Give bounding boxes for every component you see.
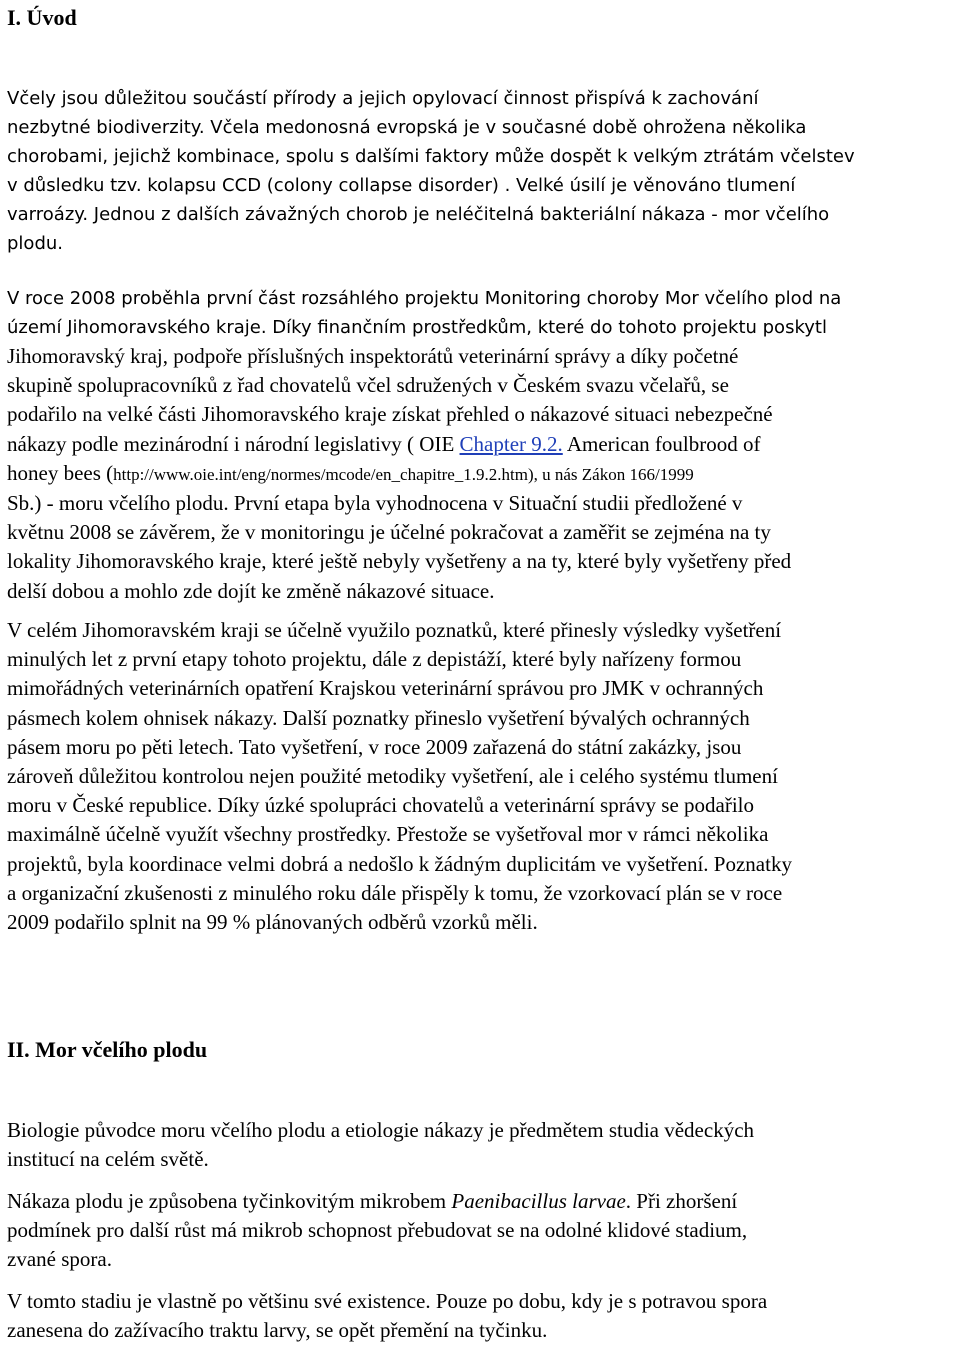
section-heading-foulbrood: II. Mor včelího plodu bbox=[7, 1037, 208, 1062]
text-line: lokality Jihomoravského kraje, které ještě nebyly vyšetřeny a na ty, které byly vyšetřeny před bbox=[7, 549, 792, 574]
text-line: V tomto stadiu je vlastně po většinu své existence. Pouze po dobu, kdy je s potravou spora bbox=[7, 1289, 768, 1313]
text-line: Včely jsou důležitou součástí přírody a jejich opylovací činnost přispívá k zachování bbox=[7, 88, 759, 109]
text-line: zvané spora. bbox=[7, 1247, 112, 1272]
text-line: varroázy. Jednou z dalších závažných chorob je neléčitelná bakteriální nákaza - mor včelího bbox=[7, 204, 830, 225]
text-segment: nákazy podle mezinárodní i národní legislativy ( OIE bbox=[7, 431, 460, 456]
oie-chapter-link[interactable]: Chapter 9.2. bbox=[459, 431, 563, 456]
section-heading-intro: I. Úvod bbox=[7, 5, 77, 30]
text-line: V celém Jihomoravském kraji se účelně využilo poznatků, které přinesly výsledky vyšetření bbox=[7, 618, 782, 642]
text-line: institucí na celém světě. bbox=[7, 1147, 209, 1172]
text-line: podmínek pro další růst má mikrob schopnost přebudovat se na odolné klidové stadium, bbox=[7, 1218, 748, 1243]
text-line: delší dobou a mohlo zde dojít ke změně nákazové situace. bbox=[7, 578, 495, 603]
text-line: podařilo na velké části Jihomoravského kraje získat přehled o nákazové situaci nebezpečné bbox=[7, 402, 773, 427]
text-line: území Jihomoravského kraje. Díky finančním prostředkům, které do tohoto projektu poskytl bbox=[7, 317, 827, 338]
paragraph-spore-stage bbox=[7, 1287, 957, 1345]
text-line: 2009 podařilo splnit na 99 % plánovaných odběrů vzorků měli. bbox=[7, 910, 538, 935]
text-line: V roce 2008 proběhla první část rozsáhlého projektu Monitoring choroby Mor včelího plod na bbox=[7, 288, 842, 309]
text-segment: Nákaza plodu je způsobena tyčinkovitým mikrobem bbox=[7, 1189, 452, 1213]
oie-url-text: http://www.oie.int/eng/normes/mcode/en_chapitre_1.9.2.htm), u nás Zákon 166/1999 bbox=[113, 464, 694, 484]
paragraph-intro-bees bbox=[7, 84, 957, 258]
text-line: pásem moru po pěti letech. Tato vyšetření, v roce 2009 zařazená do státní zakázky, jsou bbox=[7, 734, 742, 759]
text-line: pásmech kolem ohnisek nákazy. Další poznatky přineslo vyšetření bývalých ochranných bbox=[7, 705, 750, 730]
species-name: Paenibacillus larvae bbox=[451, 1189, 626, 1213]
text-segment: honey bees ( bbox=[7, 460, 114, 485]
text-line: zároveň důležitou kontrolou nejen použité metodiky vyšetření, ale i celého systému tlumení bbox=[7, 764, 778, 789]
text-line: nezbytné biodiverzity. Včela medonosná evropská je v současné době ohrožena několika bbox=[7, 117, 807, 138]
paragraph-monitoring-project bbox=[7, 284, 957, 606]
paragraph-south-moravia-results bbox=[7, 616, 957, 937]
text-line-with-link bbox=[7, 430, 957, 459]
text-line: Sb.) - moru včelího plodu. První etapa byla vyhodnocena v Situační studii předložené v bbox=[7, 491, 743, 516]
text-line: maximálně účelně využít všechny prostředky. Přestože se vyšetřoval mor v rámci několika bbox=[7, 822, 769, 847]
paragraph-biology bbox=[7, 1116, 957, 1174]
text-line: skupině spolupracovníků z řad chovatelů včel sdružených v Českém svazu včelařů, se bbox=[7, 373, 729, 398]
text-segment: . Při zhoršení bbox=[625, 1189, 738, 1213]
text-line: zanesena do zažívacího traktu larvy, se opět přemění na tyčinku. bbox=[7, 1318, 548, 1343]
text-line-with-url bbox=[7, 459, 957, 489]
text-line: a organizační zkušenosti z minulého roku dále přispěly k tomu, že vzorkovací plán se v roce bbox=[7, 880, 783, 905]
text-line: chorobami, jejichž kombinace, spolu s dalšími faktory může dospět k velkým ztrátám včelstev bbox=[7, 146, 855, 167]
text-segment: American foulbrood of bbox=[562, 431, 761, 456]
text-line: Biologie původce moru včelího plodu a etiologie nákazy je předmětem studia vědeckých bbox=[7, 1118, 755, 1142]
text-line: Jihomoravský kraj, podpoře příslušných inspektorátů veterinární správy a díky početné bbox=[7, 344, 739, 368]
text-line: květnu 2008 se závěrem, že v monitoringu je účelné pokračovat a zaměřit se zejména na ty bbox=[7, 520, 771, 545]
text-line: mimořádných veterinárních opatření Krajskou veterinární správou pro JMK v ochranných bbox=[7, 676, 764, 701]
text-line: v důsledku tzv. kolapsu CCD (colony collapse disorder) . Velké úsilí je věnováno tlumení bbox=[7, 175, 796, 196]
paragraph-pathogen bbox=[7, 1187, 957, 1275]
text-line: projektů, byla koordinace velmi dobrá a nedošlo k žádným duplicitám ve vyšetření. Poznatky bbox=[7, 851, 792, 876]
text-line: minulých let z první etapy tohoto projektu, dále z depistáží, které byly nařízeny formou bbox=[7, 647, 742, 672]
text-line-with-italic bbox=[7, 1187, 957, 1216]
text-line: plodu. bbox=[7, 233, 63, 254]
text-line: moru v České republice. Díky úzké spolupráci chovatelů a veterinární správy se podařilo bbox=[7, 793, 755, 818]
